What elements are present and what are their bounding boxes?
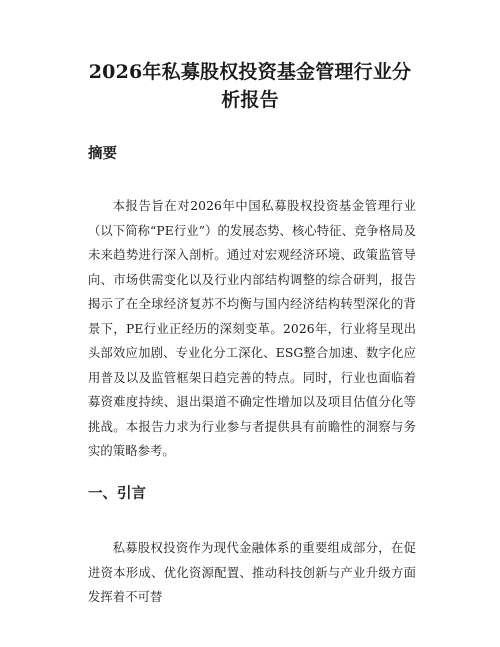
document-title: 2026年私募股权投资基金管理行业分析报告 [88,61,412,111]
abstract-heading: 摘要 [88,146,117,162]
introduction-heading: 一、引言 [88,486,146,502]
introduction-paragraph: 私募股权投资作为现代金融体系的重要组成部分，在促进资本形成、优化资源配置、推动科技创新与产业升级方面发挥着不可替 [88,541,416,604]
abstract-paragraph: 本报告旨在对2026年中国私募股权投资基金管理行业（以下简称“PE行业”）的发展态势、核心特征、竞争格局及未来趋势进行深入剖析。通过对宏观经济环境、政策监管导向、市场供需变化以及行业内部结构调整的综合研判，报告揭示了在全球经济复苏不均衡与国内经济结构转型深化的背景下，PE行业正经历的深刻变革。2026年，行业将呈现出头部效应加剧、专业化分工深化、ESG整合加速、数字化应用普及以及监管框架日趋完善的特点。同时，行业也面临着募资难度持续、退出渠道不确定性增加以及项目估值分化等挑战。本报告力求为行业参与者提供具有前瞻性的洞察与务实的策略参考。 [88,199,416,458]
